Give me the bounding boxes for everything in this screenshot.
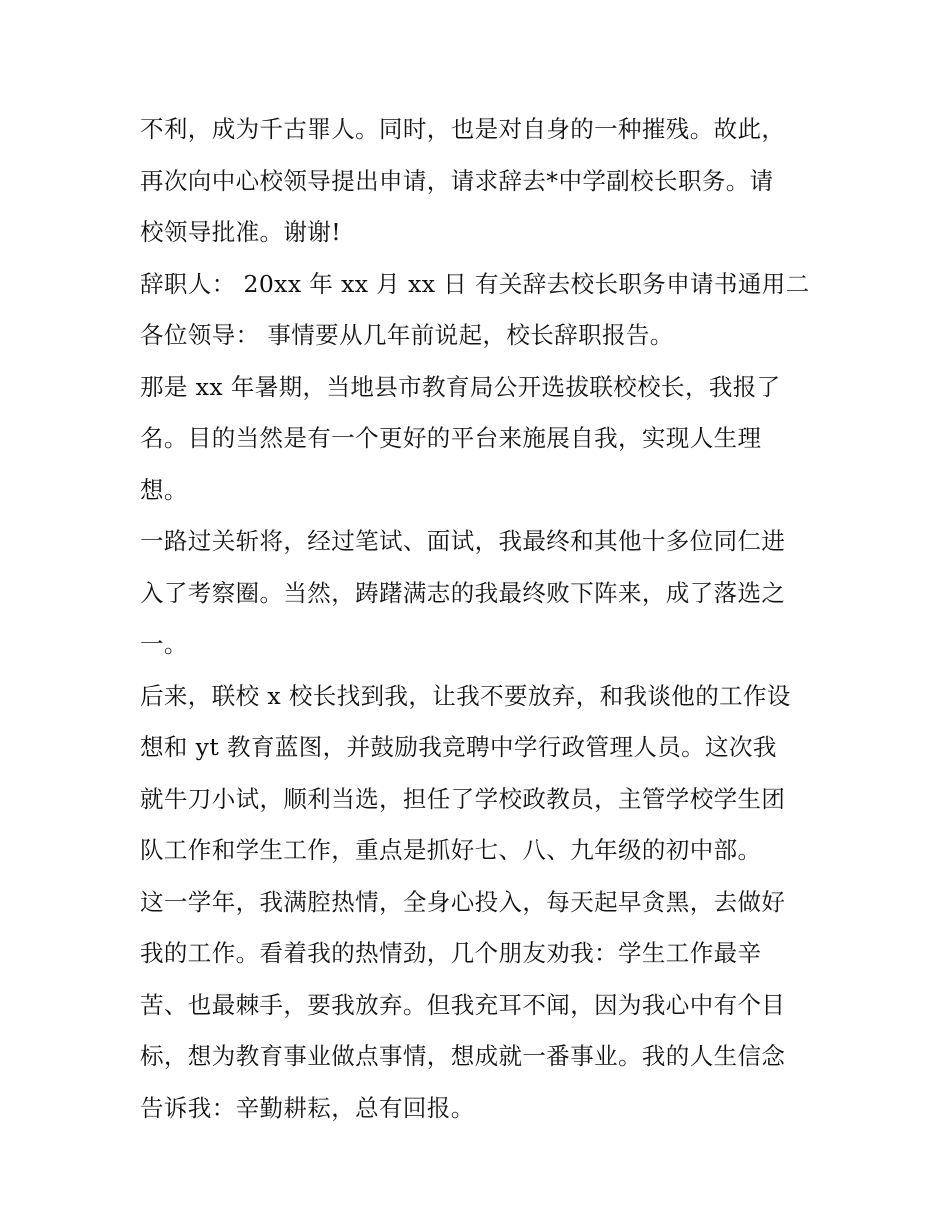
text-line: 就牛刀小试，顺利当选，担任了学校政教员，主管学校学生团 [140,784,786,813]
text-line: 队工作和学生工作，重点是抓好七、八、九年级的初中部。 [140,836,762,864]
text-line: 校领导批准。谢谢! [140,218,342,246]
text-line: 一。 [140,630,188,658]
text-line: 后来，联校 x 校长找到我，让我不要放弃，和我谈他的工作设 [140,681,791,710]
text-line: 苦、也最棘手，要我放弃。但我充耳不闻，因为我心中有个目 [140,990,786,1019]
document-body [140,104,820,1134]
text-line: 各位领导： 事情要从几年前说起，校长辞职报告。 [140,321,674,349]
text-line: 辞职人： 20xx 年 xx 月 xx 日 有关辞去校长职务申请书通用二 [140,269,810,298]
text-line: 一路过关斩将，经过笔试、面试，我最终和其他十多位同仁进 [140,527,786,555]
text-line: 标，想为教育事业做点事情，想成就一番事业。我的人生信念 [140,1042,786,1070]
text-line: 这一学年，我满腔热情，全身心投入，每天起早贪黑，去做好 [140,887,786,916]
text-line: 想和 yt 教育蓝图，并鼓励我竞聘中学行政管理人员。这次我 [140,733,777,761]
text-line: 那是 xx 年暑期，当地县市教育局公开选拔联校校长，我报了 [140,372,781,401]
text-line: 不利，成为千古罪人。同时，也是对自身的一种摧残。故此， [140,115,786,143]
text-line: 想。 [140,475,188,504]
text-line: 再次向中心校领导提出申请，请求辞去*中学副校长职务。请 [140,166,774,195]
text-line: 名。目的当然是有一个更好的平台来施展自我，实现人生理 [140,424,762,452]
text-line: 我的工作。看着我的热情劲，几个朋友劝我：学生工作最辛 [140,939,762,967]
text-line: 告诉我：辛勤耕耘，总有回报。 [140,1093,475,1122]
text-line: 入了考察圈。当然，踌躇满志的我最终败下阵来，成了落选之 [140,578,786,607]
